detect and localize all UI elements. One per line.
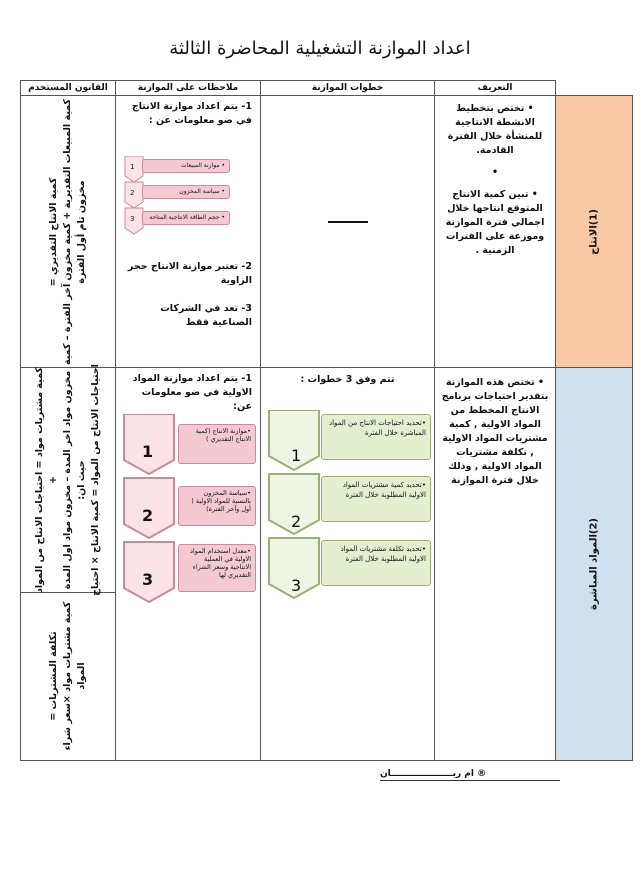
definition-line: • تختص بتخطيط الانشطة الانتاجية للمنشأة خلال الفترة القادمة. [447, 103, 543, 156]
law-line: كمية الانتاج التقديري = [48, 177, 59, 286]
law-text [47, 602, 89, 751]
law-text [33, 364, 103, 596]
definition-line: • [491, 167, 499, 178]
header-law: القانون المستخدم [21, 81, 116, 96]
pink-item: •موازنة الانتاج (كمية الانتاج التقديري ) [178, 424, 256, 464]
pink-item: • موازنة المبيعات [142, 159, 230, 173]
pink-num: 3 [142, 570, 154, 589]
law-line: حيث ان: [76, 460, 87, 500]
row-label-production [556, 96, 633, 368]
law-section-b [21, 592, 115, 760]
green-num: 1 [291, 446, 302, 465]
pink-item: • حجم الطاقة الانتاجية المتاحة [142, 211, 230, 225]
header-definition: التعريف [435, 81, 556, 96]
header-steps: خطوات الموازنة [261, 81, 435, 96]
signature-line [380, 780, 560, 781]
budget-table [20, 80, 633, 761]
law-line: تكلفة المشتريات = [48, 631, 59, 721]
pink-num: 2 [130, 189, 135, 197]
pink-num: 2 [142, 506, 154, 525]
steps-cell [261, 96, 435, 368]
definition-line: • تختص هذه الموازنة بتقدير احتياجات برنامج الانتاج المخطط من المواد الاولية , كمية مشتريات المواد الاولية , تكلفة مشتريات المواد الاولية , وذلك خلال فترة الموازنة [441, 377, 549, 486]
green-item: •تحديد تكلفة مشتريات المواد الاولية المطلوبة خلال الفترة [321, 540, 431, 586]
row-label-text: (2)المواد المباشرة [588, 518, 600, 610]
pink-item: • سياسة المخزون [142, 185, 230, 199]
definition-cell [435, 368, 556, 761]
note-line: 2- تعتبر موازنة الانتاج حجر الزاوية [127, 261, 252, 286]
pink-num: 3 [130, 215, 135, 223]
dash-line [328, 221, 368, 223]
note-line: 3- تعد في الشركات الصناعية فقط [160, 303, 252, 328]
law-line: مخزون مواد اخر المدة – مخزون مواد اول المدة [62, 370, 73, 590]
steps-cell [261, 368, 435, 761]
law-line: كمية مشتريات مواد ×سعر شراء [62, 601, 73, 751]
law-text [47, 98, 89, 364]
green-item: •تحديد احتياجات الانتاج من المواد المباشرة خلال الفترة [321, 414, 431, 460]
law-line: كمية المبيعات التقديرية + كمية مخزون آخر الفترة – كمية [62, 98, 73, 365]
note-line: 1- يتم اعداد موازنة المواد الاولية في ضو معلومات عن: [132, 373, 252, 412]
definition-line: • تبين كمية الانتاج المتوقع انتاجها خلال اجمالي فترة الموازنة وموزعة على الفترات الزمنية . [445, 189, 545, 256]
notes-cell [116, 96, 261, 368]
law-line: المواد [76, 662, 87, 690]
pink-num: 1 [142, 442, 154, 461]
notes-cell [116, 368, 261, 761]
law-line: احتياجات الانتاج من المواد = كمية الانتاج × احتياج [90, 364, 101, 596]
row-label-materials [556, 368, 633, 761]
law-line: + [48, 476, 59, 484]
note-line: 1- يتم اعداد موازنة الانتاج في ضو معلومات عن : [131, 101, 252, 126]
law-line: مخزون تام أول الفترة [76, 179, 87, 284]
law-line: كمية مشتريات مواد = احتياجات الانتاج من المواد [34, 367, 45, 593]
definition-cell [435, 96, 556, 368]
steps-title: تتم وفق 3 خطوات : [300, 374, 395, 385]
page-title: اعداد الموازنة التشغيلية المحاضرة الثالثة [169, 38, 471, 59]
pink-item: •سياسة المخزون بالنسبة للمواد الاولية ( أول وآخر الفترة) [178, 486, 256, 526]
law-cell [21, 364, 116, 761]
pink-item: •معدل استخدام المواد الاولية في العملية الانتاجية وسعر الشراء التقديري لها [178, 544, 256, 592]
pink-num: 1 [130, 163, 135, 171]
green-num: 3 [291, 576, 302, 595]
law-section-a [21, 364, 115, 596]
law-cell [21, 96, 116, 368]
green-num: 2 [291, 512, 302, 531]
row-label-text: (1)الانتاج [588, 208, 600, 255]
header-notes: ملاحظات على الموازنة [116, 81, 261, 96]
green-item: •تحديد كمية مشتريات المواد الاولية المطلوبة خلال الفترة [321, 476, 431, 522]
signature: ® ام ريــــــــــــــــــــان [380, 769, 487, 779]
